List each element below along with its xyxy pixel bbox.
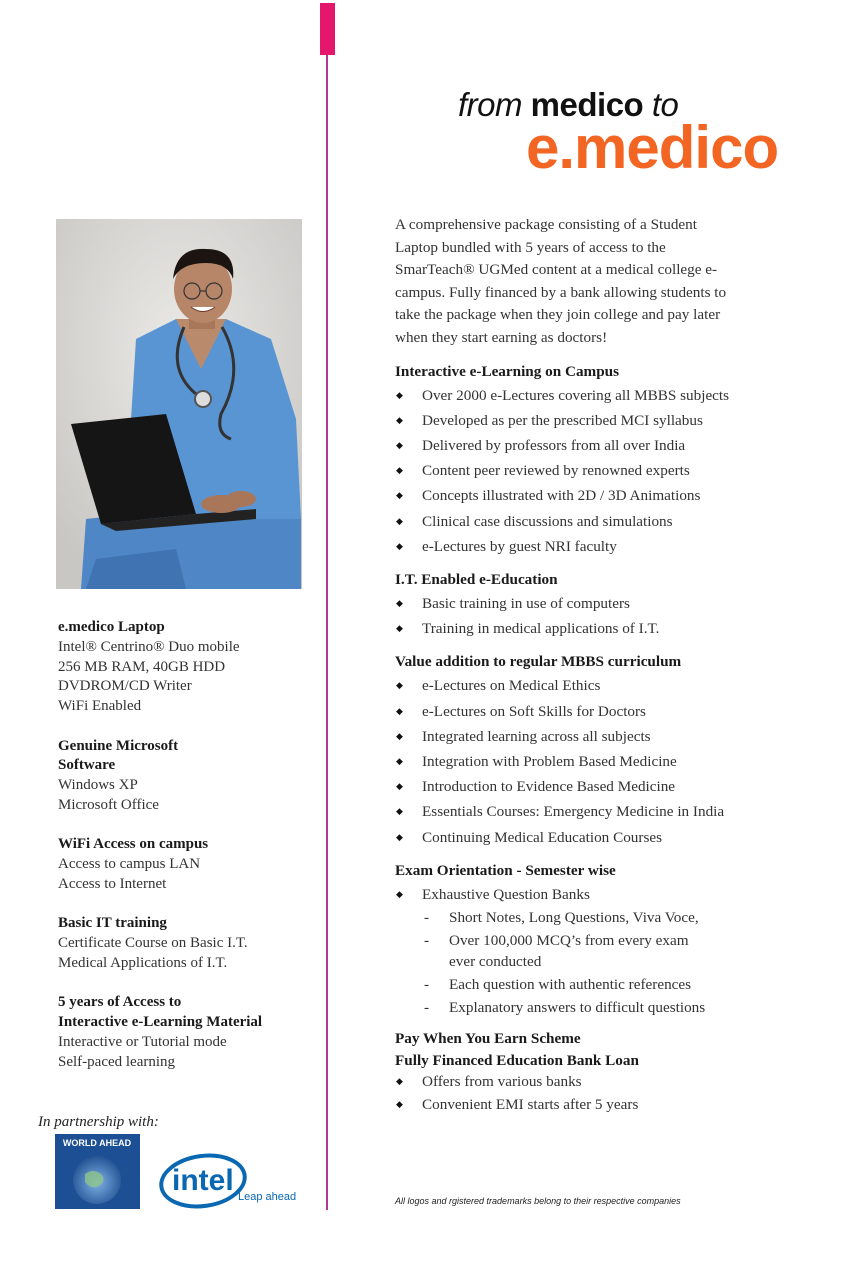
sub-list-item: - Over 100,000 MCQ’s from every exam ever conducted <box>424 932 689 971</box>
list-item: ◆ Integration with Problem Based Medicine <box>395 749 835 774</box>
loan-list <box>395 1070 835 1116</box>
list-item: ◆ e-Lectures on Soft Skills for Doctors <box>395 699 835 724</box>
list-item: ◆ Over 2000 e-Lectures covering all MBBS subjects <box>395 383 835 408</box>
svg-text:Leap ahead: Leap ahead <box>238 1191 297 1203</box>
list-item: ◆ Integrated learning across all subjects <box>395 724 835 749</box>
trademark-note: All logos and rgistered trademarks belong to their respective companies <box>395 1196 681 1206</box>
spec-line: Certificate Course on Basic I.T. <box>58 935 248 952</box>
spec-title: Interactive e-Learning Material <box>58 1014 263 1031</box>
diamond-bullet-icon: ◆ <box>396 490 403 501</box>
spec-block-wifi <box>58 835 320 894</box>
list-item: ◆ e-Lectures on Medical Ethics <box>395 673 835 698</box>
spec-title: Genuine Microsoft <box>58 737 179 754</box>
intro-line: A comprehensive package consisting of a Student <box>395 216 697 233</box>
intel-logo <box>158 1148 303 1214</box>
intro-line: campus. Fully financed by a bank allowing students to <box>395 283 727 301</box>
section-title-bank-loan: Fully Financed Education Bank Loan <box>395 1052 639 1070</box>
spec-line: Windows XP <box>58 777 138 794</box>
diamond-bullet-icon: ◆ <box>396 389 403 400</box>
list-item: ◆ Concepts illustrated with 2D / 3D Animations <box>395 483 835 508</box>
question-bank-sublist <box>395 907 835 1018</box>
list-item: ◆ Clinical case discussions and simulations <box>395 509 835 534</box>
sub-list-item: - Each question with authentic references <box>424 976 692 994</box>
list-item: ◆ Introduction to Evidence Based Medicine <box>395 774 835 799</box>
spec-block-software <box>58 737 320 816</box>
section-title-it-education: I.T. Enabled e-Education <box>395 570 558 588</box>
list-item: ◆ Convenient EMI starts after 5 years <box>395 1093 835 1116</box>
spec-line: WiFi Enabled <box>58 698 142 715</box>
program-details-column <box>395 214 835 1126</box>
diamond-bullet-icon: ◆ <box>396 439 403 450</box>
sub-list-item: - Short Notes, Long Questions, Viva Voce, <box>424 909 699 927</box>
dash-bullet-icon: - <box>424 999 430 1017</box>
intro-line: when they start earning as doctors! <box>395 328 608 346</box>
intro-line: take the package when they join college and pay later <box>395 306 721 324</box>
exam-orientation-list <box>395 882 835 1018</box>
section-title-elearning: Interactive e-Learning on Campus <box>395 362 620 380</box>
laptop-specs-column <box>58 618 320 1092</box>
spec-line: Medical Applications of I.T. <box>58 954 228 971</box>
spec-title: Software <box>58 757 116 774</box>
diamond-bullet-icon: ◆ <box>396 831 403 842</box>
section-title-value-addition: Value addition to regular MBBS curriculum <box>395 653 682 671</box>
diamond-bullet-icon: ◆ <box>396 730 403 741</box>
diamond-bullet-icon: ◆ <box>396 623 403 634</box>
svg-text:intel: intel <box>172 1164 234 1197</box>
diamond-bullet-icon: ◆ <box>396 540 403 551</box>
list-item: ◆ Exhaustive Question Banks - Short Notes, Long Questions, Viva Voce, - Over 100,000 MCQ’s from every exam ever conducted - Each question with authentic references - Explanatory answers to difficult questions <box>395 882 835 1018</box>
spec-block-access <box>58 993 320 1072</box>
value-addition-list <box>395 673 835 849</box>
spec-line: Access to Internet <box>58 875 167 892</box>
list-item: ◆ Basic training in use of computers <box>395 591 835 616</box>
accent-bar <box>320 3 335 55</box>
spec-line: Access to campus LAN <box>58 856 201 873</box>
list-item: ◆ e-Lectures by guest NRI faculty <box>395 534 835 559</box>
list-item: ◆ Offers from various banks <box>395 1070 835 1093</box>
diamond-bullet-icon: ◆ <box>396 1076 403 1087</box>
spec-line: DVDROM/CD Writer <box>58 678 192 695</box>
diamond-bullet-icon: ◆ <box>396 597 403 608</box>
list-item: ◆ Developed as per the prescribed MCI syllabus <box>395 408 835 433</box>
spec-title: Basic IT training <box>58 915 167 932</box>
spec-line: 256 MB RAM, 40GB HDD <box>58 658 226 675</box>
section-title-pay-scheme: Pay When You Earn Scheme <box>395 1030 581 1048</box>
spec-title: WiFi Access on campus <box>58 836 209 853</box>
diamond-bullet-icon: ◆ <box>396 465 403 476</box>
partnership-label: In partnership with: <box>38 1114 159 1130</box>
list-item: ◆ Content peer reviewed by renowned experts <box>395 458 835 483</box>
tagline: from medico to <box>458 86 679 123</box>
sub-list-item: - Explanatory answers to difficult questions <box>424 999 706 1017</box>
doctor-with-laptop-photo <box>56 219 302 589</box>
elearning-list <box>395 383 835 559</box>
diamond-bullet-icon: ◆ <box>396 414 403 425</box>
intro-paragraph <box>395 214 835 350</box>
emedico-logo: e.medico <box>526 114 779 181</box>
dash-bullet-icon: - <box>424 976 430 994</box>
list-item: ◆ Continuing Medical Education Courses <box>395 825 835 850</box>
world-ahead-logo <box>55 1134 140 1209</box>
spec-block-it-training <box>58 914 320 973</box>
svg-text:WORLD AHEAD: WORLD AHEAD <box>62 1138 132 1148</box>
spec-line: Intel® Centrino® Duo mobile <box>58 638 240 655</box>
list-item: ◆ Essentials Courses: Emergency Medicine in India <box>395 799 835 824</box>
diamond-bullet-icon: ◆ <box>396 680 403 691</box>
spec-line: Microsoft Office <box>58 796 159 813</box>
spec-block-laptop <box>58 618 320 717</box>
diamond-bullet-icon: ◆ <box>396 888 403 899</box>
dash-bullet-icon: - <box>424 909 430 927</box>
diamond-bullet-icon: ◆ <box>396 781 403 792</box>
diamond-bullet-icon: ◆ <box>396 1099 403 1110</box>
section-title-exam-orientation: Exam Orientation - Semester wise <box>395 861 616 879</box>
spec-title: 5 years of Access to <box>58 994 182 1011</box>
intro-line: Laptop bundled with 5 years of access to the <box>395 238 666 256</box>
list-item: ◆ Delivered by professors from all over India <box>395 433 835 458</box>
diamond-bullet-icon: ◆ <box>396 705 403 716</box>
list-item: ◆ Training in medical applications of I.T. <box>395 616 835 641</box>
spec-line: Interactive or Tutorial mode <box>58 1033 227 1050</box>
spec-line: Self-paced learning <box>58 1053 176 1070</box>
diamond-bullet-icon: ◆ <box>396 515 403 526</box>
diamond-bullet-icon: ◆ <box>396 806 403 817</box>
dash-bullet-icon: - <box>424 932 430 950</box>
intro-line: SmarTeach® UGMed content at a medical college e- <box>395 261 718 279</box>
diamond-bullet-icon: ◆ <box>396 756 403 766</box>
column-divider <box>326 55 328 1210</box>
spec-title: e.medico Laptop <box>58 619 165 635</box>
it-education-list <box>395 591 835 641</box>
